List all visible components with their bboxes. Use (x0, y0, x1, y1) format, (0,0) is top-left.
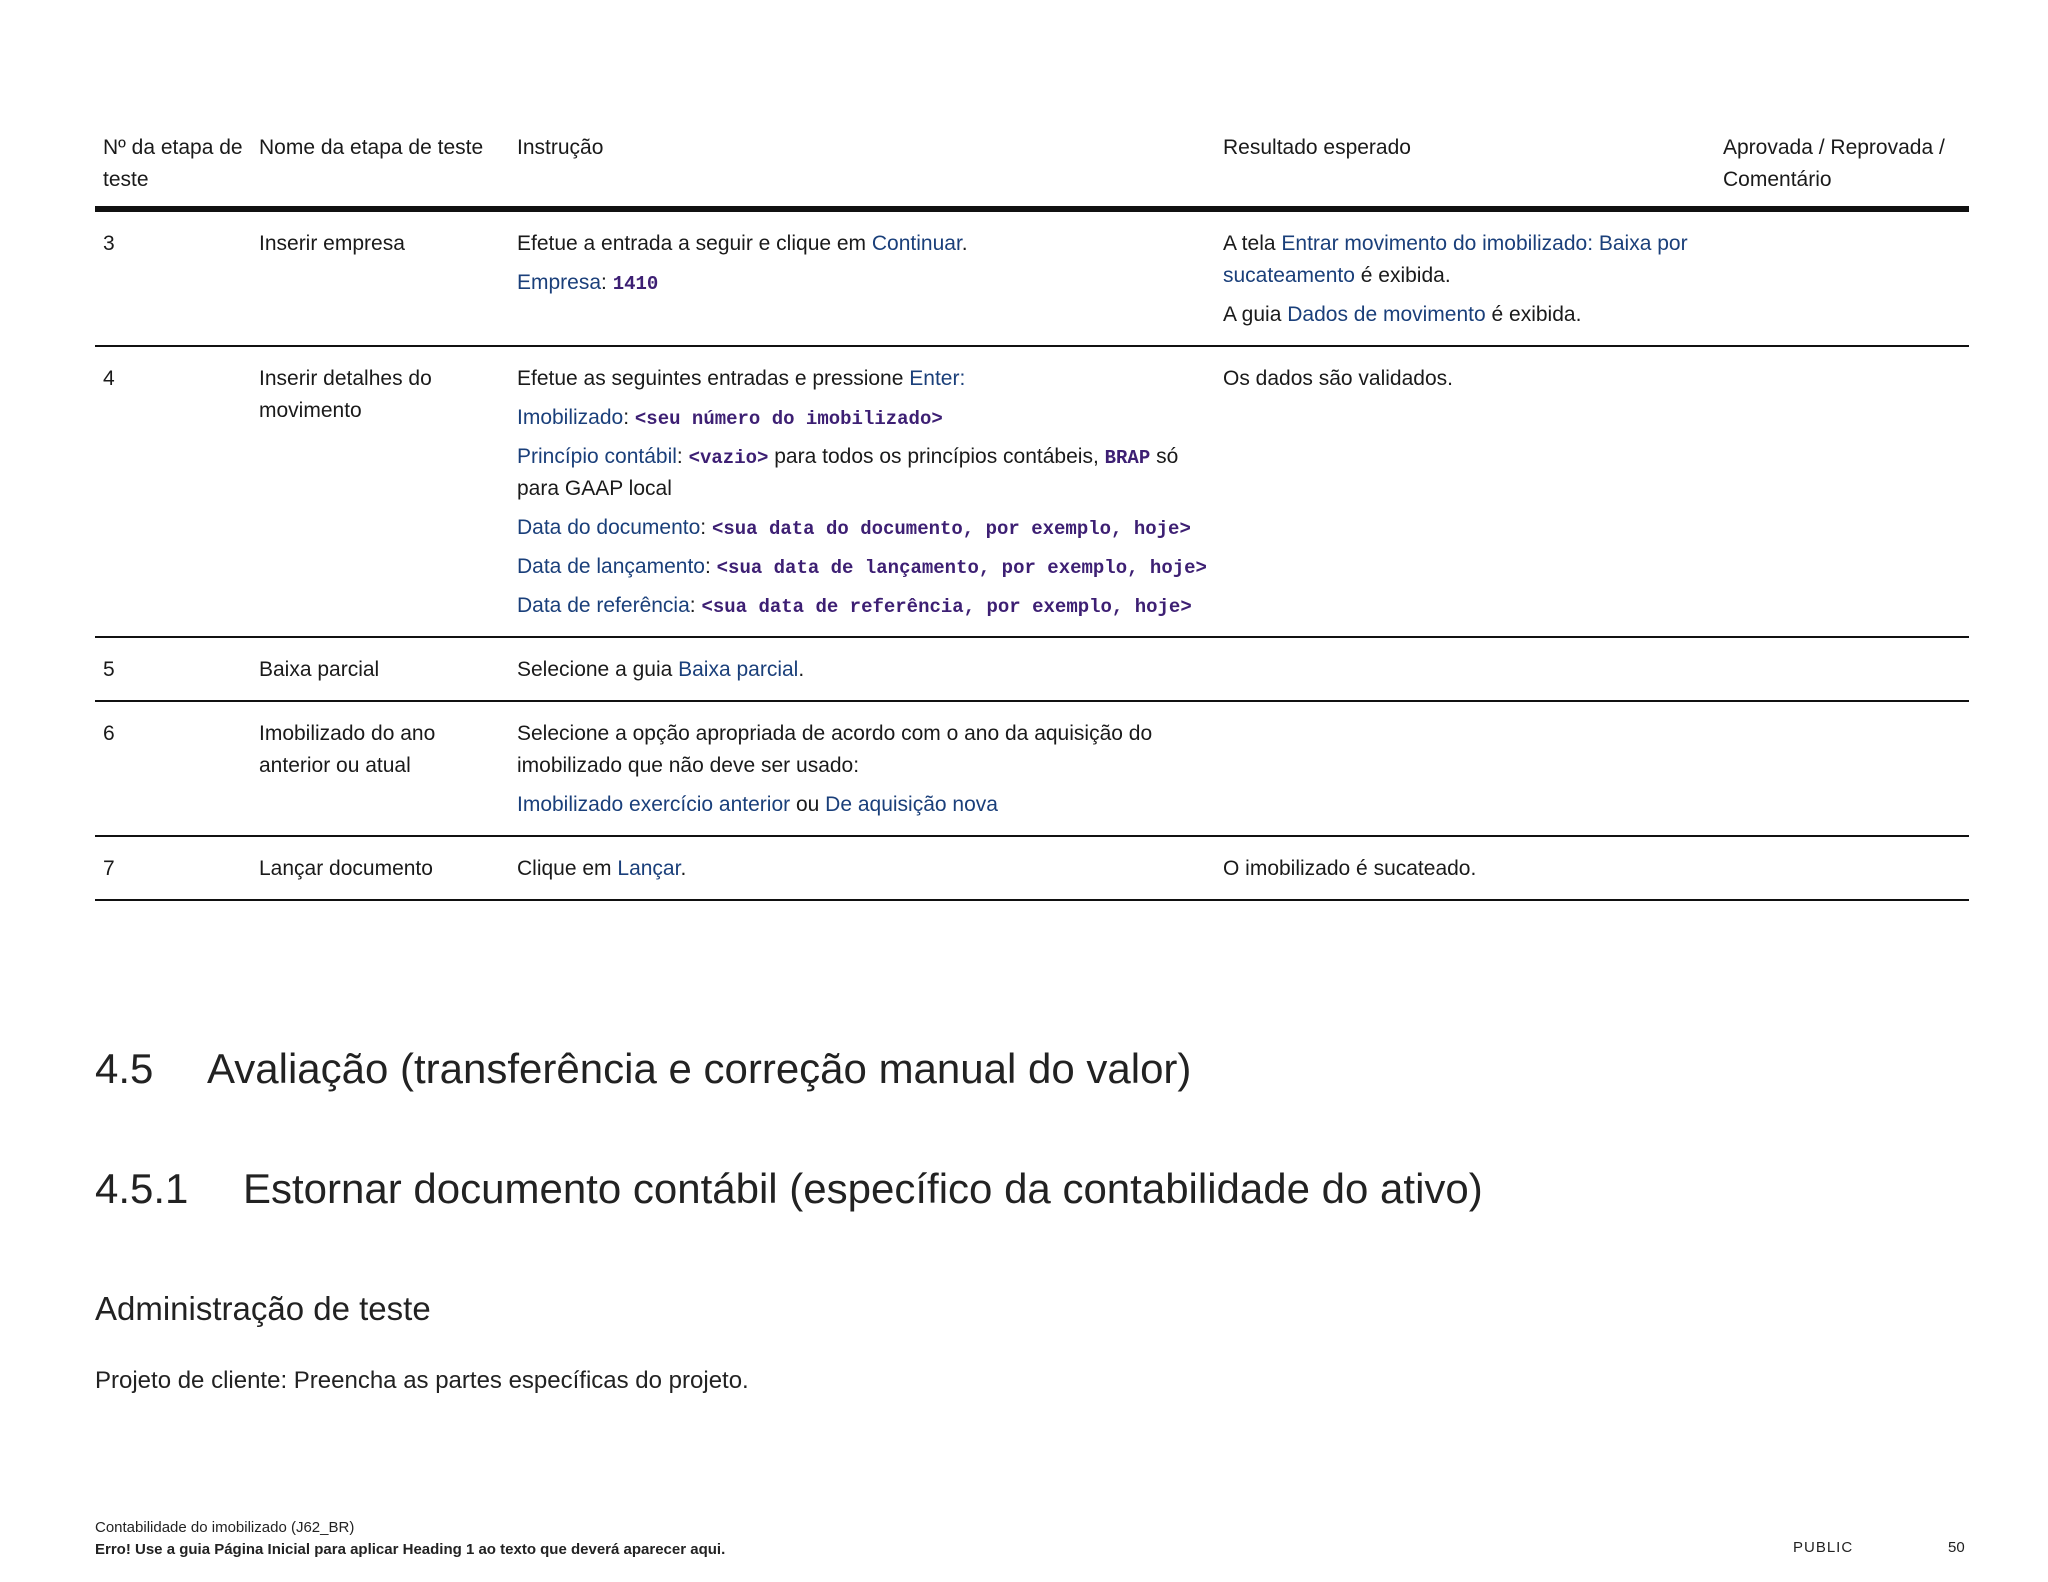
input-value: <sua data do documento, por exemplo, hoje> (711, 518, 1191, 540)
result-line (1223, 363, 1707, 395)
ui-element-label: Lançar (617, 857, 681, 880)
input-value: <seu número do imobilizado> (634, 408, 943, 430)
result-line (1223, 228, 1707, 292)
input-value: <sua data de lançamento, por exemplo, hoje> (716, 557, 1207, 579)
step-name-cell: Inserir detalhes do movimento (251, 346, 509, 637)
section-title: Avaliação (transferência e correção manual do valor) (207, 1045, 1192, 1092)
ui-element-label: Data de lançamento (517, 555, 705, 578)
pass-fail-comment-cell (1715, 637, 1969, 701)
text-run: : (704, 555, 717, 578)
pass-fail-comment-cell (1715, 836, 1969, 900)
instruction-line (517, 654, 1207, 686)
ui-element-label: Dados de movimento (1287, 303, 1486, 326)
header-expected-result: Resultado esperado (1215, 128, 1715, 209)
input-value: 1410 (612, 273, 659, 295)
ui-element-label: : (959, 367, 966, 390)
section-number: 4.5 (95, 1045, 154, 1092)
table-body (95, 209, 1969, 900)
instruction-line (517, 267, 1207, 299)
instruction-line (517, 551, 1207, 583)
text-run: : (676, 445, 689, 468)
expected-result-cell (1215, 701, 1715, 836)
step-number-cell: 6 (95, 701, 251, 836)
test-admin-heading: Administração de teste (95, 1290, 431, 1327)
expected-result-cell (1215, 209, 1715, 346)
footer-left (95, 1517, 725, 1561)
instruction-line (517, 590, 1207, 622)
instruction-cell (509, 346, 1215, 637)
instruction-line (517, 718, 1207, 782)
ui-element-label: De aquisição nova (825, 793, 998, 816)
text-run: para todos os princípios contábeis, (768, 445, 1105, 468)
text-run: Os dados são validados. (1223, 367, 1453, 390)
step-number-cell: 3 (95, 209, 251, 346)
step-name-cell: Inserir empresa (251, 209, 509, 346)
footer-error-line: Erro! Use a guia Página Inicial para aplicar Heading 1 ao texto que deverá aparecer aqui. (95, 1541, 726, 1558)
instruction-cell (509, 701, 1215, 836)
table-row (95, 637, 1969, 701)
header-step-number: Nº da etapa de teste (95, 128, 251, 209)
ui-element-label: Baixa parcial (678, 658, 799, 681)
instruction-line (517, 441, 1207, 505)
instruction-line (517, 363, 1207, 395)
instruction-cell (509, 836, 1215, 900)
ui-element-label: Empresa (517, 271, 602, 294)
expected-result-cell (1215, 637, 1715, 701)
ui-element-label: Data do documento (517, 516, 701, 539)
pass-fail-comment-cell (1715, 346, 1969, 637)
subsection-heading-4-5-1 (95, 1165, 1483, 1213)
text-run: : (689, 594, 702, 617)
footer-doc-title: Contabilidade do imobilizado (J62_BR) (95, 1519, 355, 1536)
instruction-line (517, 512, 1207, 544)
subsection-number: 4.5.1 (95, 1165, 189, 1212)
header-pass-fail-comment: Aprovada / Reprovada / Comentário (1715, 128, 1969, 209)
ui-element-label: Princípio contábil (517, 445, 677, 468)
expected-result-cell (1215, 836, 1715, 900)
table-row (95, 701, 1969, 836)
text-run: . (961, 232, 968, 255)
step-number-cell: 5 (95, 637, 251, 701)
input-value: BRAP (1104, 447, 1151, 469)
result-line (1223, 853, 1707, 885)
text-run: : (623, 406, 635, 429)
text-run: O imobilizado é sucateado. (1223, 857, 1477, 880)
text-run: A tela (1223, 232, 1282, 255)
test-steps-table (95, 128, 1969, 901)
step-name-cell: Baixa parcial (251, 637, 509, 701)
section-heading-4-5 (95, 1045, 1191, 1093)
subsection-title: Estornar documento contábil (específico da contabilidade do ativo) (243, 1165, 1483, 1212)
text-run: Efetue as seguintes entradas e pressione (517, 367, 910, 390)
pass-fail-comment-cell (1715, 209, 1969, 346)
ui-element-label: Entrar movimento do imobilizado: Baixa por sucateamento (1223, 232, 1688, 287)
text-run: ou (790, 793, 826, 816)
header-step-name: Nome da etapa de teste (251, 128, 509, 209)
header-instruction: Instrução (509, 128, 1215, 209)
text-run: : (700, 516, 712, 539)
expected-result-cell (1215, 346, 1715, 637)
result-line (1223, 299, 1707, 331)
text-run: . (680, 857, 687, 880)
text-run: Clique em (517, 857, 618, 880)
text-run: Selecione a guia (517, 658, 679, 681)
table-row (95, 836, 1969, 900)
text-run: : (601, 271, 613, 294)
step-name-cell: Imobilizado do ano anterior ou atual (251, 701, 509, 836)
step-number-cell: 4 (95, 346, 251, 637)
table-row (95, 346, 1969, 637)
input-value: <sua data de referência, por exemplo, hoje> (701, 596, 1192, 618)
ui-element-label: Enter (909, 367, 960, 390)
instruction-cell (509, 637, 1215, 701)
text-run: é exibida. (1485, 303, 1582, 326)
ui-element-label: Imobilizado (517, 406, 624, 429)
text-run: . (798, 658, 805, 681)
input-value: <vazio> (688, 447, 769, 469)
pass-fail-comment-cell (1715, 701, 1969, 836)
text-run: é exibida. (1354, 264, 1451, 287)
step-number-cell: 7 (95, 836, 251, 900)
table-header-row (95, 128, 1969, 209)
instruction-line (517, 228, 1207, 260)
footer-page-number: 50 (1948, 1539, 1965, 1556)
step-name-cell: Lançar documento (251, 836, 509, 900)
customer-project-paragraph: Projeto de cliente: Preencha as partes específicas do projeto. (95, 1367, 749, 1394)
instruction-line (517, 402, 1207, 434)
ui-element-label: Imobilizado exercício anterior (517, 793, 791, 816)
ui-element-label: Continuar (871, 232, 962, 255)
ui-element-label: Data de referência (517, 594, 690, 617)
text-run: Efetue a entrada a seguir e clique em (517, 232, 872, 255)
instruction-line (517, 789, 1207, 821)
table-row (95, 209, 1969, 346)
text-run: A guia (1223, 303, 1288, 326)
footer-classification: PUBLIC (1793, 1539, 1854, 1556)
text-run: Selecione a opção apropriada de acordo com o ano da aquisição do imobilizado que não deve ser usado: (517, 722, 1153, 777)
text-run: só para GAAP local (517, 445, 1179, 500)
instruction-cell (509, 209, 1215, 346)
instruction-line (517, 853, 1207, 885)
